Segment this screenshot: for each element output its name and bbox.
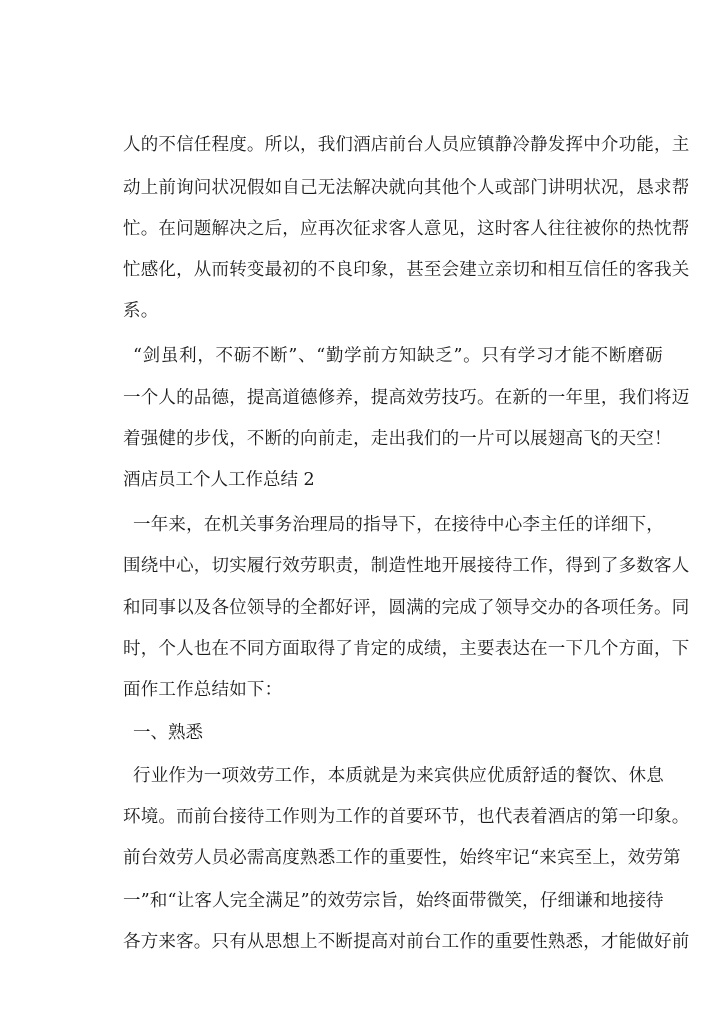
- subheading: 一、熟悉: [133, 723, 203, 743]
- section-title: 酒店员工个人工作总结 2: [123, 470, 315, 490]
- text-line: 着强健的步伐，不断的向前走，走出我们的一片可以展翅高飞的天空！: [123, 429, 672, 449]
- text-line: 一年来，在机关事务治理局的指导下，在接待中心李主任的详细下，: [133, 515, 664, 535]
- text-line: 人的不信任程度。所以，我们酒店前台人员应镇静冷静发挥中介功能，主: [123, 135, 690, 155]
- text-line: 时，个人也在不同方面取得了肯定的成绩，主要表达在一下几个方面，下: [123, 639, 690, 659]
- text-line: 和同事以及各位领导的全都好评，圆满的完成了领导交办的各项任务。同: [123, 598, 690, 618]
- text-line: 前台效劳人员必需高度熟悉工作的重要性，始终牢记“来宾至上，效劳第: [123, 848, 681, 868]
- text-line: 忙。在问题解决之后，应再次征求客人意见，这时客人往往被你的热忱帮: [123, 219, 690, 239]
- text-line: 系。: [123, 301, 159, 321]
- text-line: 动上前询问状况假如自己无法解决就向其他个人或部门讲明状况，恳求帮: [123, 178, 690, 198]
- text-line: 行业作为一项效劳工作，本质就是为来宾供应优质舒适的餐饮、休息: [133, 766, 664, 786]
- text-line: 一个人的品德，提高道德修养，提高效劳技巧。在新的一年里，我们将迈: [123, 388, 690, 408]
- text-line: 一”和“让客人完全满足”的效劳宗旨，始终面带微笑，仔细谦和地接待: [123, 891, 664, 911]
- text-line: 各方来客。只有从思想上不断提高对前台工作的重要性熟悉，才能做好前: [123, 932, 690, 952]
- text-line: 面作工作总结如下：: [123, 680, 283, 700]
- text-line: 围绕中心，切实履行效劳职责，制造性地开展接待工作，得到了多数客人: [123, 556, 690, 576]
- text-line: 忙感化，从而转变最初的不良印象，甚至会建立亲切和相互信任的客我关: [123, 260, 690, 280]
- text-line: 环境。而前台接待工作则为工作的首要环节，也代表着酒店的第一印象。: [123, 807, 690, 827]
- text-line: “剑虽利，不砺不断”、“勤学前方知缺乏”。只有学习才能不断磨砺: [133, 346, 663, 366]
